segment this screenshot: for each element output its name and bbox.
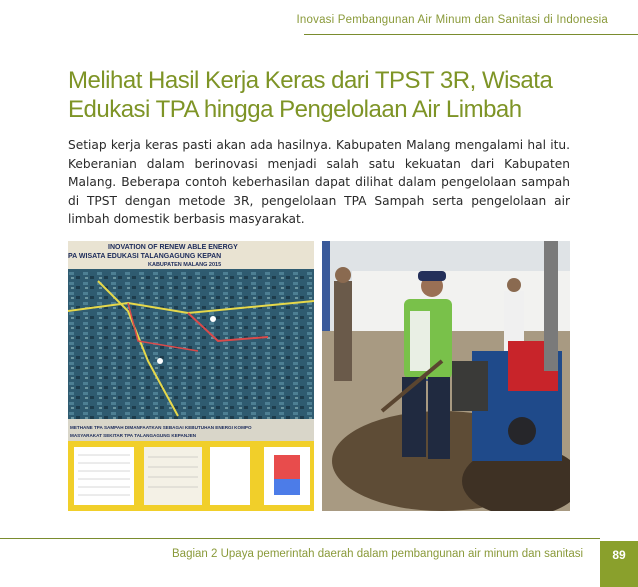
map-banner-line3: KABUPATEN MALANG 2015 bbox=[148, 262, 222, 268]
running-header: Inovasi Pembangunan Air Minum dan Sanitasi di Indonesia bbox=[296, 14, 608, 26]
composting-workers-photo bbox=[322, 241, 570, 511]
article-title: Melihat Hasil Kerja Keras dari TPST 3R, Wisata Edukasi TPA hingga Pengelolaan Air Limbah bbox=[68, 67, 553, 123]
footer-section-title: Bagian 2 Upaya pemerintah daerah dalam pembangunan air minum dan sanitasi bbox=[172, 548, 584, 560]
map-banner-line2: PA WISATA EDUKASI TALANGAGUNG KEPAN bbox=[68, 253, 222, 260]
map-banner-bottom2: MASYARAKAT SEKITAR TPA TALANGAGUNG KEPANJEN bbox=[70, 433, 197, 438]
map-banner-bottom1: METHANE TPA SAMPAH DIMANFAATKAN SEBAGAI KEBUTUHAN ENERGI KOMPO bbox=[70, 425, 252, 430]
header-rule bbox=[304, 34, 638, 35]
renewable-energy-map-photo bbox=[68, 241, 314, 511]
map-banner-line1: INOVATION OF RENEW ABLE ENERGY bbox=[108, 244, 238, 251]
page-number: 89 bbox=[600, 541, 638, 587]
footer-rule bbox=[0, 538, 600, 539]
article-body: Setiap kerja keras pasti akan ada hasilnya. Kabupaten Malang mengalami hal itu. Keberanian dalam berinovasi menjadi salah satu kekuatan dari Kabupaten Malang. Beberapa contoh keberhasilan dapat dilihat dalam pengelolaan sampah di TPST dengan metode 3R, pengelolaan TPA Sampah serta pengelolaan air limbah domestik berbasis masyarakat. bbox=[68, 138, 570, 227]
